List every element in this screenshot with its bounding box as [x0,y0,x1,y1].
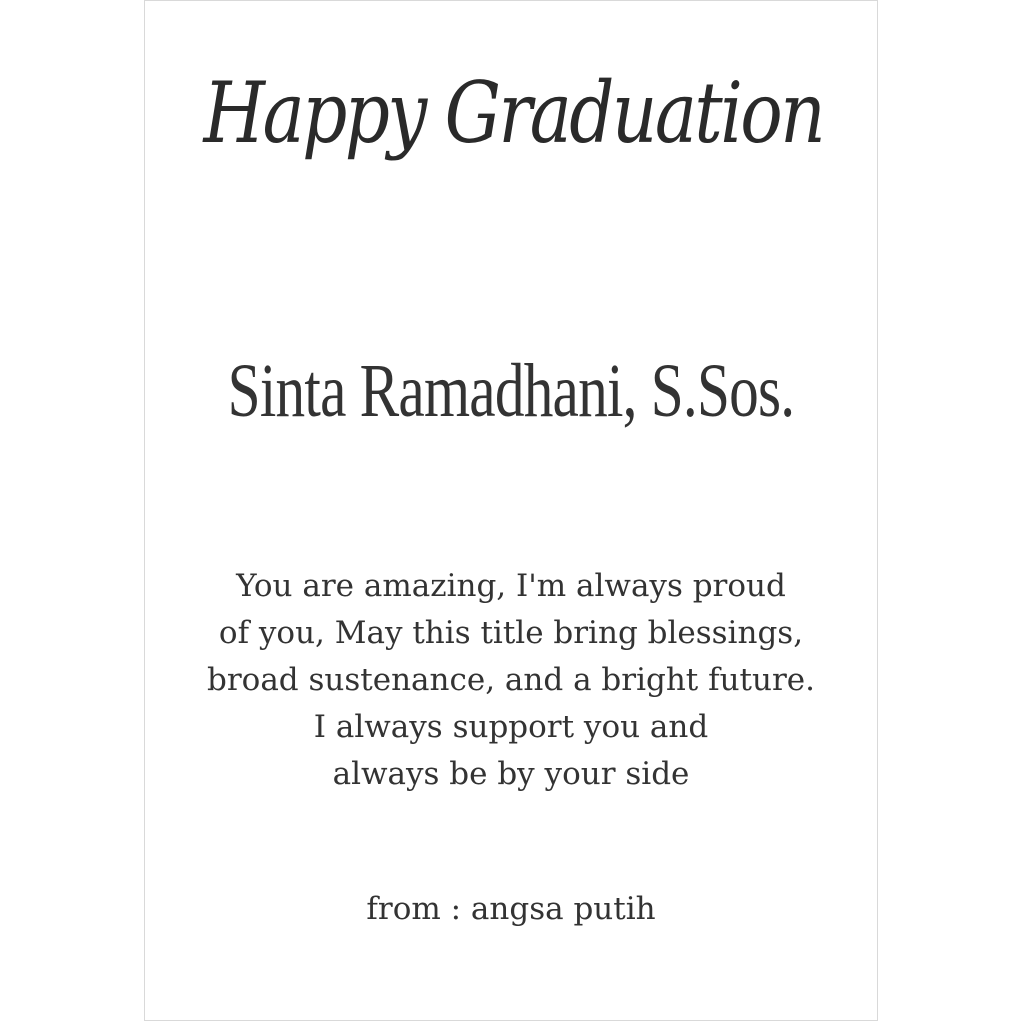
message-block [145,563,877,798]
recipient-name: Sinta Ramadhani, S.Sos. [227,349,795,433]
greeting-card [144,0,878,1021]
message-line: of you, May this title bring blessings, [218,615,804,651]
card-title: Happy Graduation [203,64,824,162]
message-line: I always support you and [313,709,709,745]
message-line: broad sustenance, and a bright future. [207,662,815,698]
message-line: always be by your side [332,756,690,792]
message-line: You are amazing, I'm always proud [236,568,786,604]
signature: from : angsa putih [366,891,656,927]
